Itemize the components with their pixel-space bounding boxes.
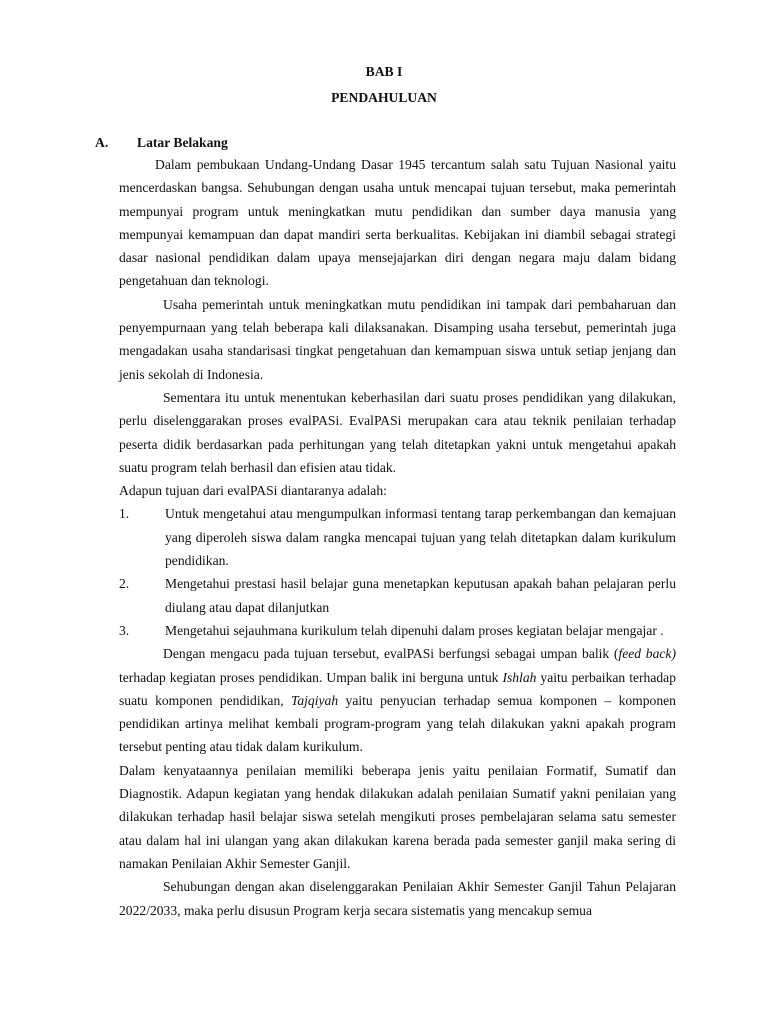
- section-title: Latar Belakang: [137, 135, 228, 150]
- list-item-text: Untuk mengetahui atau mengumpulkan informasi tentang tarap perkembangan dan kemajuan yang diperoleh siswa dalam rangka mencapai tujuan yang telah ditetapkan dalam kurikulum pendidikan.: [165, 506, 676, 569]
- paragraph-7: Sehubungan dengan akan diselenggarakan Penilaian Akhir Semester Ganjil Tahun Pelajaran 2022/2033, maka perlu disusun Program kerja secara sistematis yang mencakup semua: [119, 879, 676, 918]
- paragraph-1: Dalam pembukaan Undang-Undang Dasar 1945 tercantum salah satu Tujuan Nasional yaitu mencerdaskan bangsa. Sehubungan dengan usaha untuk mencapai tujuan tersebut, maka pemerintah mempunyai program untuk meningkatkan mutu pendidikan dan sumber daya manusia yang mempunyai kemampuan dan dapat mandiri serta berkualitas. Kebijakan ini diambil sebagai strategi dasar nasional pendidikan dalam upaya mensejajarkan diri dengan negara maju dalam bidang pengetahuan dan teknologi.: [119, 157, 676, 289]
- list-item-number: 2.: [119, 576, 130, 592]
- list-item-text: Mengetahui sejauhmana kurikulum telah dipenuhi dalam proses kegiatan belajar mengajar .: [165, 622, 664, 638]
- chapter-label: BAB I: [365, 64, 403, 79]
- paragraph-2: Usaha pemerintah untuk meningkatkan mutu pendidikan ini tampak dari pembaharuan dan penyempurnaan yang telah beberapa kali dilaksanakan. Disamping usaha tersebut, pemerintah juga mengadakan usaha standarisasi tingkat pengetahuan dan kemampuan siswa untuk setiap jenjang dan jenis sekolah di Indonesia.: [119, 296, 676, 382]
- paragraph-5-part-d: yaitu penyucian terhadap semua komponen – komponen pendidikan artinya melihat kembali program-program yang telah dilakukan yakni apakah program tersebut penting atau tidak dalam kurikulum.: [119, 692, 676, 755]
- paragraph-6: Dalam kenyataannya penilaian memiliki beberapa jenis yaitu penilaian Formatif, Sumatif dan Diagnostik. Adapun kegiatan yang hendak dilakukan adalah penilaian Sumatif yakni penilaian yang dilakukan terhadap hasil belajar siswa setelah mengikuti proses pembelajaran selama satu semester atau dalam hal ini ulangan yang akan dilakukan karena berada pada semester ganjil maka sering di namakan Penilaian Akhir Semester Ganjil.: [119, 762, 676, 871]
- list-item-number: 1.: [119, 506, 130, 522]
- list-item-number: 3.: [119, 622, 130, 638]
- document-body: [119, 153, 676, 922]
- objectives-list: [119, 502, 676, 642]
- paragraph-5-part-c: yaitu perbaikan terhadap suatu komponen pendidikan,: [119, 669, 676, 708]
- paragraph-3: Sementara itu untuk menentukan keberhasilan dari suatu proses pendidikan yang dilakukan, perlu diselenggarakan proses evalPASi. EvalPASi merupakan cara atau teknik penilaian terhadap peserta didik berdasarkan pada perhitungan yang telah ditetapkan yakni untuk mengetahui apakah suatu program telah berhasil dan efisien atau tidak.: [119, 389, 676, 475]
- list-item: [119, 502, 676, 572]
- section-heading: [95, 131, 228, 154]
- chapter-title: PENDAHULUAN: [331, 90, 437, 105]
- paragraph-5-tajqiyah-term: Tajqiyah: [291, 692, 339, 708]
- paragraph-5-part-a: Dengan mengacu pada tujuan tersebut, evalPASi berfungsi sebagai umpan balik (: [163, 646, 619, 662]
- list-item: [119, 619, 676, 642]
- list-item: [119, 572, 676, 619]
- list-item-text: Mengetahui prestasi hasil belajar guna menetapkan keputusan apakah bahan pelajaran perlu diulang atau dapat dilanjutkan: [165, 576, 676, 615]
- paragraph-5: [119, 642, 676, 758]
- paragraph-4: Adapun tujuan dari evalPASi diantaranya adalah:: [119, 483, 387, 499]
- section-number: A.: [95, 135, 109, 150]
- paragraph-5-ishlah-term: Ishlah: [502, 669, 537, 685]
- paragraph-5-part-b: terhadap kegiatan proses pendidikan. Umpan balik ini berguna untuk: [119, 669, 503, 685]
- paragraph-5-feedback-term: feed back): [618, 646, 676, 662]
